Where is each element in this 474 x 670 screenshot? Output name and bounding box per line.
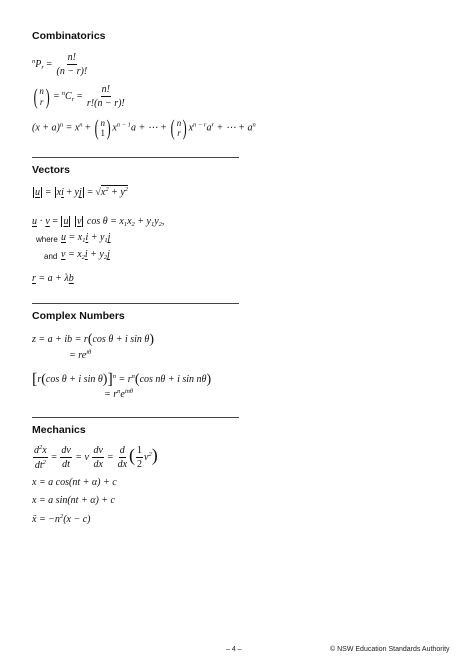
- section-divider: [32, 303, 239, 304]
- combination-formula: ( n r ) = $^nC_r$ = $\frac{n!}{r!(n - r)!}$: [33, 83, 125, 109]
- shm-sine-formula: x = a sin(nt + α) + c: [32, 495, 115, 506]
- de-moivre-theorem: [r(cos θ + i $\sin \theta)]^n = r^n(\cos$ nθ + i sin nθ): [32, 371, 212, 388]
- section-divider: [32, 417, 239, 418]
- dot-product-formula: u · v = u v $\cos \theta = x_1x_2 + y_1y_2$,: [32, 215, 165, 228]
- section-divider: [32, 157, 239, 158]
- complex-polar-form: z = a + ib = r(cos θ + i sin θ): [32, 332, 155, 347]
- vector-u-components: $u = x_1i + y_1j$: [61, 232, 111, 244]
- permutation-formula: $^nP_r$ = $\frac{n!}{(n - r)!}$: [32, 52, 88, 77]
- acceleration-formula: $\frac{d^2x}{dt^2}$ = $\frac{dv}{dt}$ = v $\frac{dv}{dx}$ = $\frac{d}{dx}$ ( $\frac{1}{2}$ $v^2$): [34, 444, 158, 471]
- mechanics-heading: Mechanics: [32, 424, 86, 436]
- vector-v-components: $v = x_2i + y_2j$: [61, 249, 110, 261]
- vector-magnitude-formula: u = xi + yj = $√x^2 + y^2$: [35, 186, 129, 198]
- complex-exponential-form: = $re^{i\theta}$: [69, 349, 92, 361]
- combinatorics-heading: Combinatorics: [32, 30, 106, 42]
- binomial-theorem: $(x + a)^n = x^n$ + ( n 1 ) $x^{n - 1}a$ + ⋯ + ( n r ) $x^{n - r}a^r$ + ⋯ + $a^n$: [32, 115, 256, 140]
- where-label: where: [36, 235, 58, 244]
- vector-line-equation: r = a + λb: [32, 273, 74, 284]
- and-label: and: [44, 252, 58, 261]
- vectors-heading: Vectors: [32, 164, 70, 176]
- shm-cosine-formula: x = a cos(nt + α) + c: [32, 477, 117, 488]
- copyright-notice: © NSW Education Standards Authority: [330, 646, 450, 653]
- page-number: – 4 –: [226, 646, 242, 653]
- complex-numbers-heading: Complex Numbers: [32, 310, 125, 322]
- shm-acceleration-formula: ẍ = $-n^2(x - c)$: [32, 513, 91, 525]
- de-moivre-exponential: = $r^ne^{in\theta}$: [104, 388, 134, 400]
